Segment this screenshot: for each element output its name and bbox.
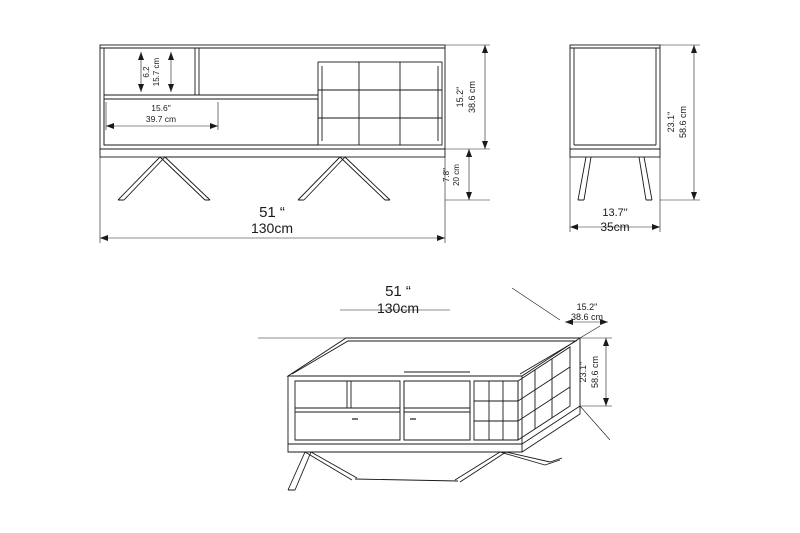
front-leg-cm-label: 20 cm: [452, 164, 461, 186]
front-width-arrow-left: [100, 235, 108, 241]
front-comp-inches-label: 15.6": [151, 103, 171, 113]
front-height-arrow-top: [482, 45, 488, 53]
side-depth-arrow-right: [652, 224, 660, 230]
persp-width-cm-label: 130cm: [376, 300, 420, 316]
front-width-cm-label: 130cm: [250, 220, 294, 236]
persp-width-ext-right: [580, 326, 600, 338]
persp-left-compartment: [295, 381, 400, 440]
front-grid-door: [318, 62, 442, 145]
front-shelf-arrow-bottom: [138, 84, 144, 92]
side-height-arrow-bottom: [691, 192, 697, 200]
front-height-inches-label: 15.2": [455, 86, 465, 108]
persp-height-leader-bottom: [580, 406, 610, 440]
side-leg-left: [578, 157, 591, 200]
persp-height-inches-label: 23.1": [578, 361, 588, 383]
front-comp-arrow-left: [106, 123, 114, 129]
persp-depth-inches-label: 15.2": [576, 302, 598, 312]
persp-grid-door-front: [474, 381, 518, 440]
persp-depth-leader: [512, 288, 560, 320]
front-shelf-inches-label: 6.2: [142, 66, 151, 78]
front-shelf-arrow-top-2: [168, 52, 174, 60]
front-lower-drawer: [104, 99, 318, 145]
side-height-inches-label: 23.1": [666, 111, 676, 133]
persp-grid-side-h2: [518, 387, 570, 421]
front-height-arrow-bottom: [482, 141, 488, 149]
front-shelf-cm-label: 15.7 cm: [152, 57, 161, 87]
persp-right-face: [522, 338, 580, 444]
side-base-band: [570, 149, 660, 157]
side-height-arrow-top: [691, 45, 697, 53]
persp-depth-cm-label: 38.6 cm: [570, 312, 604, 322]
front-comp-cm-label: 39.7 cm: [145, 114, 177, 124]
persp-height-cm-label: 58.6 cm: [590, 355, 600, 389]
front-leg-left-inner: [160, 157, 210, 200]
persp-leg-front-right-inner: [500, 452, 550, 465]
persp-height-arrow-bottom: [603, 398, 609, 406]
front-base-band: [100, 149, 445, 157]
front-leg-arrow-top: [466, 149, 472, 157]
front-comp-arrow-right: [210, 123, 218, 129]
persp-width-inches-label: 51 “: [385, 283, 411, 300]
front-leg-inches-label: 7.8": [442, 168, 451, 182]
front-leg-right: [340, 157, 390, 200]
persp-height-arrow-top: [603, 338, 609, 346]
front-leg-left: [118, 157, 165, 200]
side-depth-arrow-left: [570, 224, 578, 230]
persp-grid-side-h1: [518, 367, 570, 401]
persp-base-band: [288, 444, 522, 452]
persp-leg-front-left: [288, 452, 311, 490]
side-depth-cm-label: 35cm: [600, 220, 630, 234]
front-leg-right-inner: [298, 157, 345, 200]
side-height-cm-label: 58.6 cm: [678, 105, 688, 139]
perspective-view: [258, 288, 612, 490]
persp-top-surface: [288, 338, 580, 376]
front-shelf-arrow-top: [138, 52, 144, 60]
front-leg-arrow-bottom: [466, 192, 472, 200]
persp-leg-front-left-inner: [305, 452, 357, 480]
persp-front-face: [288, 376, 522, 444]
side-depth-inches-label: 13.7": [602, 207, 628, 219]
side-cabinet-body: [570, 45, 660, 149]
persp-leg-stretcher: [355, 479, 458, 481]
front-width-arrow-right: [437, 235, 445, 241]
side-leg-right: [639, 157, 652, 200]
front-width-inches-label: 51 “: [259, 204, 285, 221]
persp-leg-front-right: [455, 452, 506, 482]
persp-mid-compartment: [404, 381, 470, 440]
front-height-cm-label: 38.6 cm: [467, 80, 477, 114]
front-shelf-arrow-bottom-2: [168, 84, 174, 92]
